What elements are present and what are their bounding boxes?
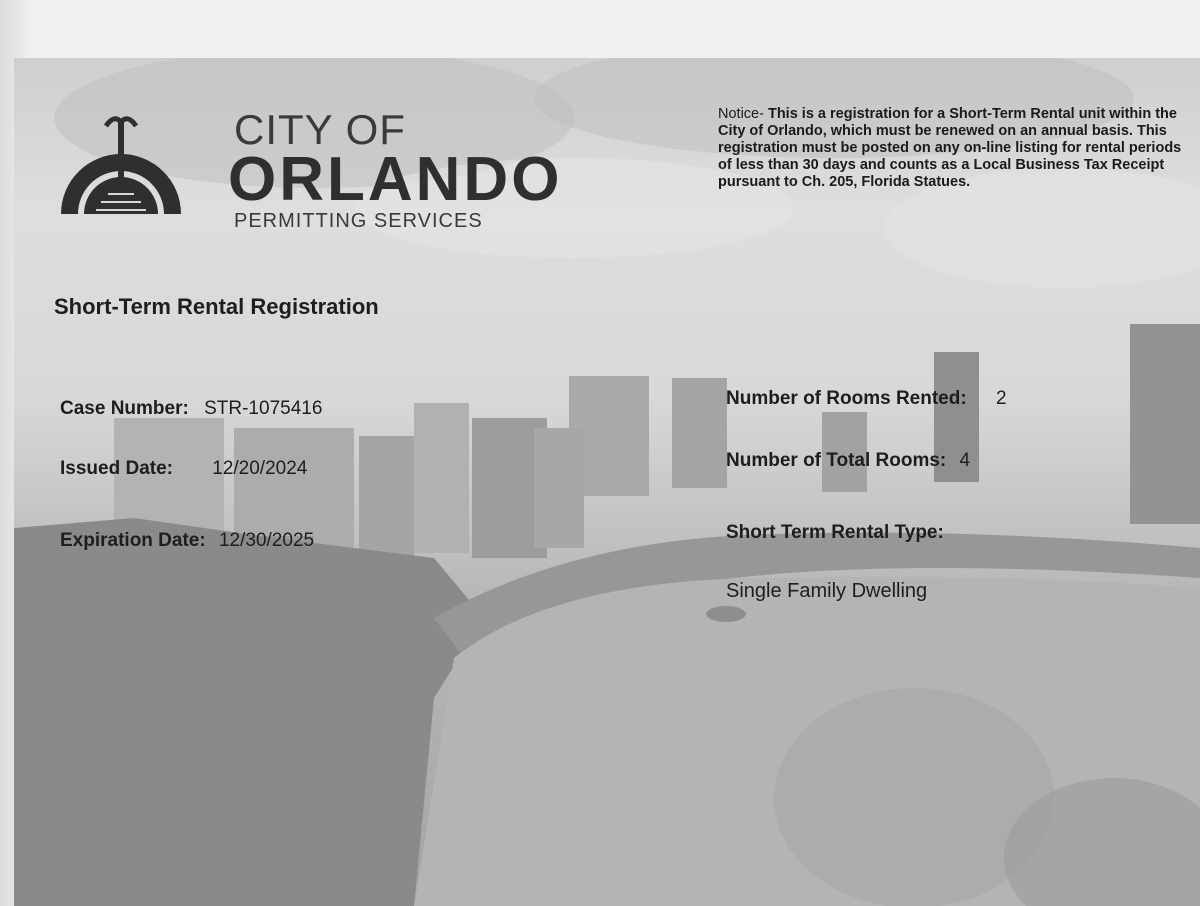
total-rooms-field: [726, 450, 970, 472]
expiration-date-value: 12/30/2025: [218, 530, 315, 551]
logo-line-permitting: PERMITTING SERVICES: [234, 210, 483, 232]
issued-date-field: [60, 458, 307, 480]
rental-type-value: Single Family Dwelling: [726, 580, 928, 602]
city-dome-icon: [56, 114, 226, 224]
document-title: Short-Term Rental Registration: [54, 294, 379, 319]
total-rooms-value: 4: [959, 450, 971, 471]
case-number-label: Case Number:: [60, 398, 189, 419]
rooms-rented-label: Number of Rooms Rented:: [726, 388, 967, 409]
issued-date-label: Issued Date:: [60, 458, 173, 479]
notice-label: Notice-: [718, 106, 764, 122]
rental-type-field: [726, 522, 944, 544]
case-number-value: STR-1075416: [204, 398, 323, 419]
expiration-date-label: Expiration Date:: [60, 530, 206, 551]
notice-text: [718, 106, 1193, 191]
notice-body: This is a registration for a Short-Term Rental unit within the City of Orlando, which must be renewed on an annual basis. This registration must be posted on any on-line listing for rental periods of less than 30 days and counts as a Local Business Tax Receipt pursuant to Ch. 205, Florida Statues.: [718, 106, 1182, 190]
case-number-field: [60, 398, 322, 420]
total-rooms-label: Number of Total Rooms:: [726, 450, 947, 471]
rooms-rented-field: [726, 388, 1007, 410]
rooms-rented-value: 2: [995, 388, 1007, 409]
expiration-date-field: [60, 530, 314, 552]
city-logo: [56, 106, 576, 236]
rental-type-label: Short Term Rental Type:: [726, 522, 944, 543]
issued-date-value: 12/20/2024: [212, 458, 308, 479]
logo-line-orlando: ORLANDO: [228, 145, 563, 214]
printed-area: [14, 58, 1200, 906]
logo-line-city-of: CITY OF: [234, 106, 406, 153]
